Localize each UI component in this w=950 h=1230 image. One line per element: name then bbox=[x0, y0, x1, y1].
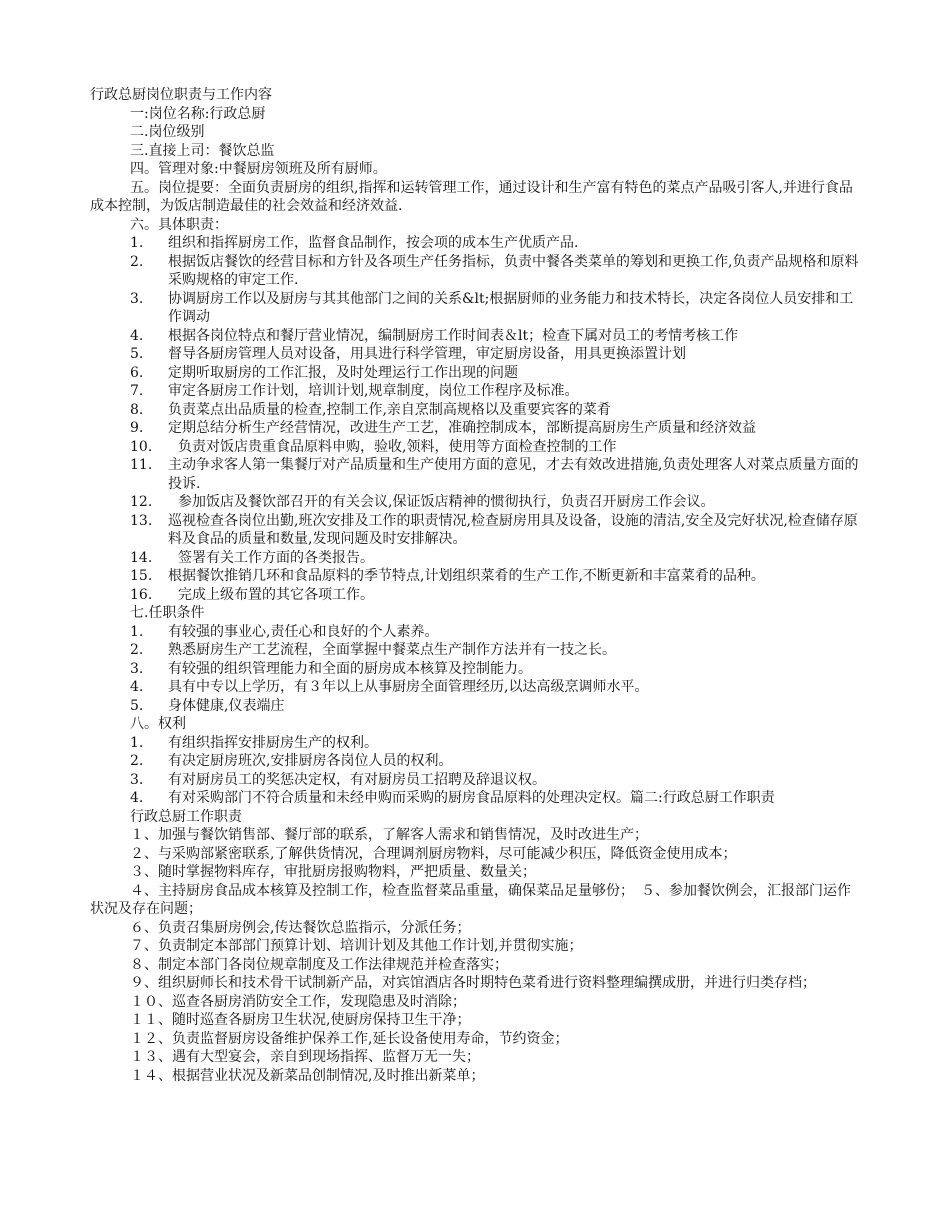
document-page bbox=[90, 86, 862, 1085]
list-item bbox=[90, 567, 862, 586]
item-number: 10. bbox=[130, 438, 153, 455]
list-item bbox=[90, 586, 862, 605]
item-text: 有对厨房员工的奖惩决定权，有对厨房员工招聘及辞退议权。 bbox=[168, 771, 546, 788]
list-item bbox=[90, 253, 862, 290]
qualifications-list bbox=[90, 623, 862, 716]
item-number: 4. bbox=[130, 679, 144, 695]
item-number: 3. bbox=[130, 771, 144, 788]
item-number: 2. bbox=[130, 642, 144, 658]
list-item bbox=[90, 623, 862, 642]
list-item bbox=[90, 364, 862, 383]
list-item: ８、制定本部门各岗位规章制度及工作法律规范并检查落实； bbox=[130, 956, 508, 973]
item-number: 4. bbox=[130, 790, 144, 806]
item-number: 2. bbox=[130, 253, 144, 270]
item-number: 2. bbox=[130, 753, 144, 769]
item-number: 11. bbox=[130, 457, 153, 473]
heading-rights: 八。权利 bbox=[130, 716, 186, 732]
list-item bbox=[90, 345, 862, 364]
item-text: 有较强的事业心,责任心和良好的个人素养。 bbox=[168, 623, 439, 640]
list-item bbox=[90, 549, 862, 568]
item-text: 根据饭店餐饮的经营目标和方针及各项生产任务指标，负责中餐各类菜单的筹划和更换工作,负责产品规格和原料采购规格的审定工作. bbox=[168, 253, 859, 288]
item-text: 有决定厨房班次,安排厨房各岗位人员的权利。 bbox=[168, 753, 453, 769]
list-item bbox=[90, 456, 862, 493]
item-text: 有对采购部门不符合质量和未经申购而采购的厨房食品原料的处理决定权。篇二:行政总厨工作职责 bbox=[168, 790, 775, 806]
heading-position-name: 一:岗位名称:行政总厨 bbox=[130, 105, 266, 122]
item-number: 5. bbox=[130, 346, 144, 362]
list-item: ２、与采购部紧密联系,了解供货情况，合理调剂厨房物料，尽可能减少积压，降低资金使用成本； bbox=[130, 845, 737, 862]
item-text: 参加饭店及餐饮部召开的有关会议,保证饭店精神的惯彻执行，负责召开厨房工作会议。 bbox=[178, 494, 715, 510]
item-number: 1. bbox=[130, 623, 144, 640]
section2-title: 行政总厨工作职责 bbox=[130, 808, 242, 825]
list-item bbox=[90, 419, 862, 438]
item-number: 4. bbox=[130, 327, 144, 344]
list-item bbox=[90, 290, 862, 327]
list-item: １１、随时巡查各厨房卫生状况,使厨房保持卫生干净； bbox=[130, 1012, 471, 1028]
list-item bbox=[90, 678, 862, 697]
rights-list bbox=[90, 734, 862, 808]
heading-position-level: 二.岗位级别 bbox=[130, 124, 205, 140]
heading-specific-duties: 六。具体职责： bbox=[130, 216, 228, 233]
list-item: ４、主持厨房食品成本核算及控制工作，检查监督菜品重量，确保菜品足量够份； ５、参加餐饮例会，汇报部门运作状况及存在问题； bbox=[90, 882, 851, 917]
list-item bbox=[90, 401, 862, 420]
document-title: 行政总厨岗位职责与工作内容 bbox=[90, 87, 272, 103]
item-number: 3. bbox=[130, 660, 144, 677]
heading-direct-superior: 三.直接上司：餐饮总监 bbox=[130, 142, 275, 159]
item-text: 督导各厨房管理人员对设备，用具进行科学管理，审定厨房设备，用具更换添置计划 bbox=[168, 346, 686, 362]
list-item: １０、巡查各厨房消防安全工作，发现隐患及时消除； bbox=[130, 993, 466, 1010]
list-item bbox=[90, 234, 862, 253]
item-text: 熟悉厨房生产工艺流程，全面掌握中餐菜点生产制作方法并有一技之长。 bbox=[168, 642, 616, 658]
item-number: 5. bbox=[130, 697, 144, 714]
item-text: 组织和指挥厨房工作，监督食品制作，按会项的成本生产优质产品. bbox=[168, 235, 579, 251]
list-item: ６、负责召集厨房例会,传达餐饮总监指示，分派任务； bbox=[130, 919, 471, 936]
item-text: 有组织指挥安排厨房生产的权利。 bbox=[168, 734, 378, 751]
duties-list bbox=[90, 234, 862, 604]
item-text: 定期总结分析生产经营情况，改进生产工艺，准确控制成本，部断提高厨房生产质量和经济效益 bbox=[168, 420, 756, 436]
list-item bbox=[90, 382, 862, 401]
item-number: 1. bbox=[130, 734, 144, 751]
list-item bbox=[90, 752, 862, 771]
item-number: 15. bbox=[130, 568, 153, 584]
item-text: 完成上级布置的其它各项工作。 bbox=[178, 586, 374, 603]
item-text: 负责菜点出品质量的检查,控制工作,亲自烹制高规格以及重要宾客的菜肴 bbox=[168, 401, 611, 418]
list-item bbox=[90, 771, 862, 790]
list-item: ７、负责制定本部部门预算计划、培训计划及其他工作计划,并贯彻实施； bbox=[130, 938, 583, 954]
item-text: 负责对饭店贵重食品原料申购，验收,领料，使用等方面检查控制的工作 bbox=[178, 438, 617, 455]
item-number: 16. bbox=[130, 586, 153, 603]
item-text: 协调厨房工作以及厨房与其其他部门之间的关系&lt;根据厨师的业务能力和技术特长，决定各岗位人员安排和工作调动 bbox=[168, 290, 854, 325]
list-item bbox=[90, 697, 862, 716]
list-item bbox=[90, 641, 862, 660]
item-text: 审定各厨房工作计划，培训计划,规章制度，岗位工作程序及标准。 bbox=[168, 383, 579, 399]
item-number: 3. bbox=[130, 290, 144, 307]
list-item bbox=[90, 438, 862, 457]
item-text: 主动争求客人第一集餐厅对产品质量和生产使用方面的意见，才去有效改进措施,负责处理客人对菜点质量方面的投诉. bbox=[168, 457, 859, 492]
item-text: 巡视检查各岗位出勤,班次安排及工作的职责情况,检查厨房用具及设备，设施的清洁,安全及完好状况,检查储存原料及食品的质量和数量,发现问题及时安排解决。 bbox=[168, 512, 858, 547]
item-text: 根据餐饮推销几环和食品原料的季节特点,计划组织菜肴的生产工作,不断更新和丰富菜肴的品种。 bbox=[168, 568, 765, 584]
list-item: ９、组织厨师长和技术骨干试制新产品，对宾馆酒店各时期特色菜肴进行资料整理编撰成册，并进行归类存档； bbox=[130, 975, 816, 991]
heading-managed-objects: 四。管理对象:中餐厨房领班及所有厨师。 bbox=[130, 161, 387, 177]
item-text: 身体健康,仪表端庄 bbox=[168, 697, 285, 714]
heading-qualifications: 七.任职条件 bbox=[130, 605, 205, 621]
item-number: 6. bbox=[130, 364, 144, 381]
list-item: １４、根据营业状况及新菜品创制情况,及时推出新菜单； bbox=[130, 1067, 485, 1084]
item-number: 9. bbox=[130, 420, 144, 436]
item-text: 有较强的组织管理能力和全面的厨房成本核算及控制能力。 bbox=[168, 660, 532, 677]
item-number: 8. bbox=[130, 401, 144, 418]
item-text: 定期听取厨房的工作汇报，及时处理运行工作出现的问题 bbox=[168, 364, 518, 381]
item-text: 签署有关工作方面的各类报告。 bbox=[178, 549, 374, 566]
list-item bbox=[90, 512, 862, 549]
list-item bbox=[90, 327, 862, 346]
item-number: 12. bbox=[130, 494, 153, 510]
list-item: １３、遇有大型宴会，亲自到现场指挥、监督万无一失； bbox=[130, 1049, 480, 1065]
item-number: 13. bbox=[130, 512, 153, 529]
item-number: 7. bbox=[130, 383, 144, 399]
list-item: １、加强与餐饮销售部、餐厅部的联系，了解客人需求和销售情况，及时改进生产； bbox=[130, 827, 648, 843]
list-item bbox=[90, 734, 862, 753]
item-number: 1. bbox=[130, 235, 144, 251]
item-text: 根据各岗位特点和餐厅营业情况，编制厨房工作时间表＆lt；检查下属对员工的考情考核工作 bbox=[168, 327, 739, 344]
item-number: 14. bbox=[130, 549, 153, 566]
heading-position-summary: 五。岗位提要：全面负责厨房的组织,指挥和运转管理工作，通过设计和生产富有特色的菜点产品吸引客人,并进行食品成本控制，为饭店制造最佳的社会效益和经济效益. bbox=[90, 179, 853, 214]
list-item bbox=[90, 660, 862, 679]
item-text: 具有中专以上学历，有３年以上从事厨房全面管理经历,以达高级烹调师水平。 bbox=[168, 679, 649, 695]
list-item: １２、负责监督厨房设备维护保养工作,延长设备使用寿命，节约资金； bbox=[130, 1030, 569, 1047]
section2-list bbox=[90, 826, 862, 1085]
list-item bbox=[90, 789, 862, 808]
list-item: ３、随时掌握物料库存，审批厨房报购物料，严把质量、数量关； bbox=[130, 864, 536, 880]
list-item bbox=[90, 493, 862, 512]
